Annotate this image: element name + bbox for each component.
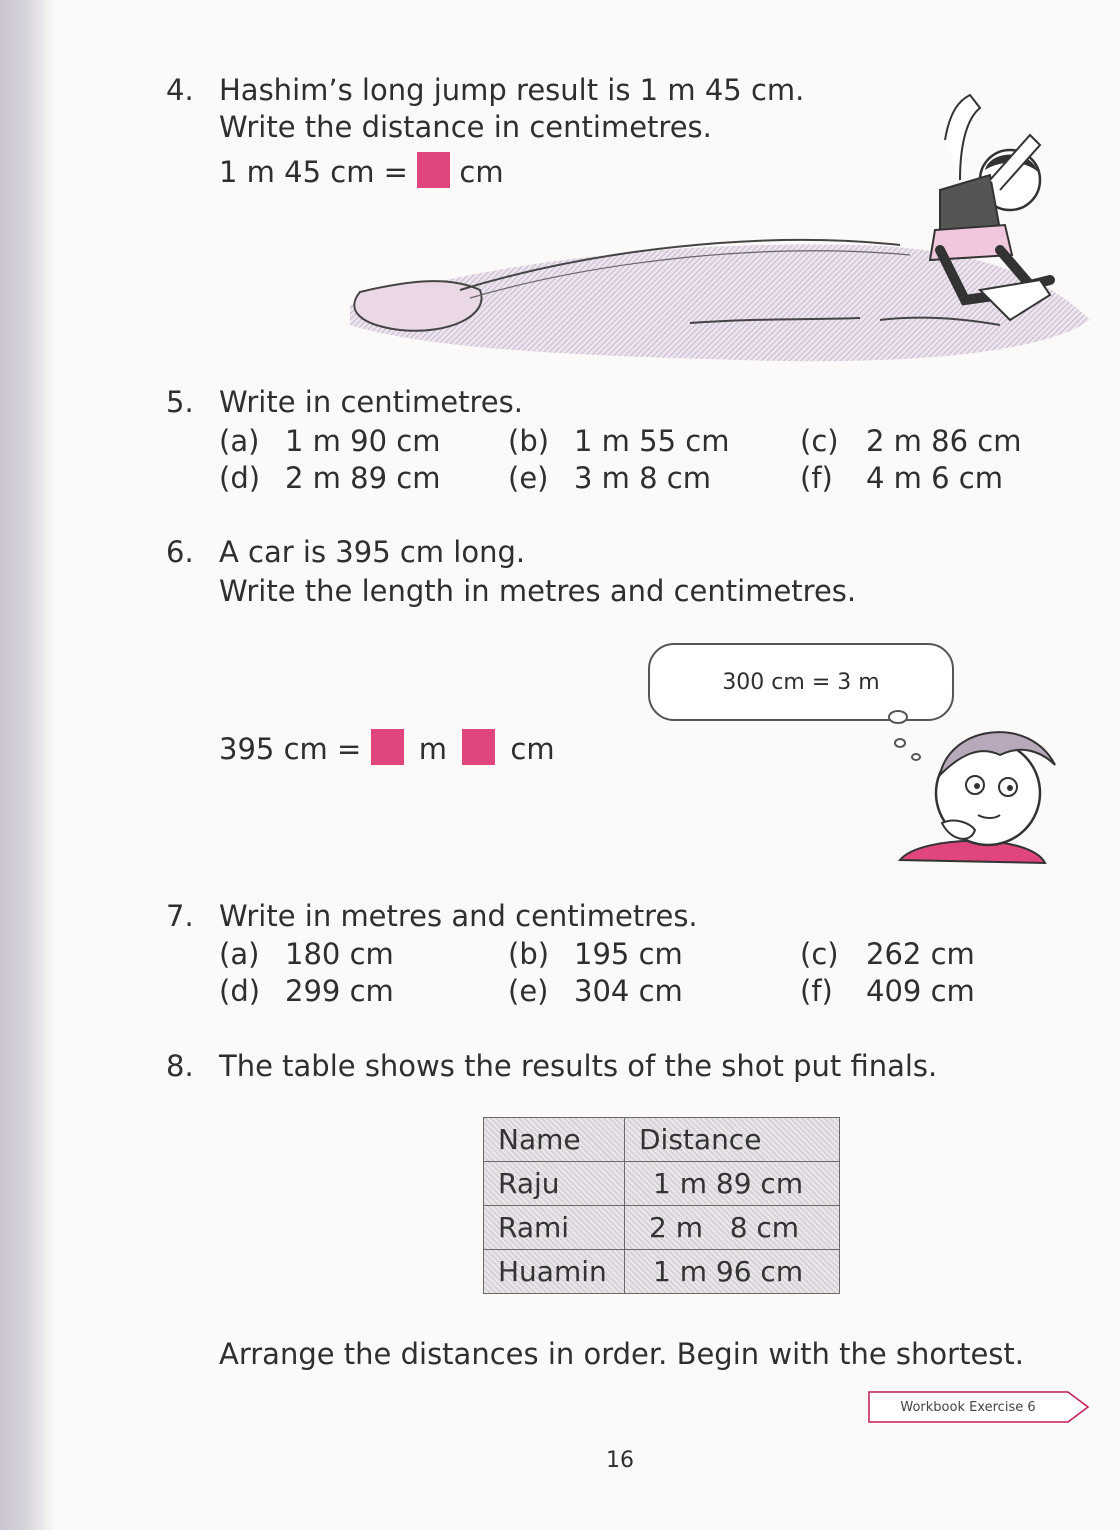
q4-line1: Hashim’s long jump result is 1 m 45 cm. bbox=[219, 73, 805, 107]
long-jump-illustration bbox=[340, 80, 1100, 370]
option-value: 409 cm bbox=[866, 974, 975, 1008]
table-header-row bbox=[484, 1118, 840, 1162]
q4-line2: Write the distance in centimetres. bbox=[219, 110, 712, 144]
q5-prompt: Write in centimetres. bbox=[219, 385, 523, 419]
option-letter: (e) bbox=[508, 461, 549, 495]
q7-option-c bbox=[800, 936, 975, 972]
q7-option-a bbox=[219, 936, 394, 972]
q8-prompt: The table shows the results of the shot put finals. bbox=[219, 1049, 938, 1083]
workbook-exercise-tag bbox=[868, 1391, 1090, 1427]
option-letter: (b) bbox=[508, 424, 550, 458]
option-letter: (c) bbox=[800, 424, 839, 458]
q7-number: 7. bbox=[166, 899, 194, 933]
q5-option-d bbox=[219, 460, 440, 496]
table-cell-name: Rami bbox=[484, 1206, 625, 1250]
q6-eq-left: 395 cm = bbox=[219, 732, 362, 766]
q8-number: 8. bbox=[166, 1049, 194, 1083]
q7-option-e bbox=[508, 973, 683, 1009]
option-value: 1 m 55 cm bbox=[574, 424, 730, 458]
q5-option-e bbox=[508, 460, 711, 496]
table-row bbox=[484, 1250, 840, 1294]
option-letter: (a) bbox=[219, 937, 260, 971]
answer-box-centimetres bbox=[462, 729, 495, 765]
option-letter: (d) bbox=[219, 974, 261, 1008]
q6-number: 6. bbox=[166, 535, 194, 569]
q7-option-f bbox=[800, 973, 975, 1009]
q7-option-d bbox=[219, 973, 394, 1009]
table-row bbox=[484, 1162, 840, 1206]
table-cell-name: Raju bbox=[484, 1162, 625, 1206]
option-letter: (e) bbox=[508, 974, 549, 1008]
option-value: 262 cm bbox=[866, 937, 975, 971]
option-value: 2 m 89 cm bbox=[285, 461, 441, 495]
option-letter: (f) bbox=[800, 461, 833, 495]
table-cell-distance: 1 m 89 cm bbox=[625, 1162, 840, 1206]
thought-bubble-text: 300 cm = 3 m bbox=[722, 669, 880, 695]
q5-option-a bbox=[219, 423, 440, 459]
q4-number: 4. bbox=[166, 73, 194, 107]
option-letter: (f) bbox=[800, 974, 833, 1008]
option-value: 4 m 6 cm bbox=[866, 461, 1003, 495]
table-header-name: Name bbox=[484, 1118, 625, 1162]
option-letter: (a) bbox=[219, 424, 260, 458]
q7-option-b bbox=[508, 936, 683, 972]
thinking-boy-illustration bbox=[880, 705, 1080, 875]
page-number: 16 bbox=[606, 1448, 634, 1473]
q4-eq-unit: cm bbox=[459, 155, 504, 189]
table-row bbox=[484, 1206, 840, 1250]
q6-line1: A car is 395 cm long. bbox=[219, 535, 526, 569]
option-value: 2 m 86 cm bbox=[866, 424, 1022, 458]
option-value: 3 m 8 cm bbox=[574, 461, 711, 495]
q6-equation bbox=[219, 729, 555, 767]
workbook-tag-label: Workbook Exercise 6 bbox=[900, 1399, 1036, 1415]
q5-option-c bbox=[800, 423, 1021, 459]
option-value: 299 cm bbox=[285, 974, 394, 1008]
book-spine bbox=[0, 0, 44, 1530]
option-letter: (d) bbox=[219, 461, 261, 495]
option-value: 195 cm bbox=[574, 937, 683, 971]
table-header-distance: Distance bbox=[625, 1118, 840, 1162]
spine-shadow bbox=[44, 0, 54, 1530]
q6-eq-cm: cm bbox=[510, 732, 555, 766]
answer-box-metres bbox=[371, 729, 404, 765]
q4-eq-left: 1 m 45 cm = bbox=[219, 155, 408, 189]
q6-line2: Write the length in metres and centimetres. bbox=[219, 574, 857, 608]
table-cell-distance: 2 m 8 cm bbox=[625, 1206, 840, 1250]
q6-eq-m: m bbox=[418, 732, 447, 766]
q8-instruction: Arrange the distances in order. Begin with the shortest. bbox=[219, 1337, 1024, 1371]
q5-number: 5. bbox=[166, 385, 194, 419]
q5-option-f bbox=[800, 460, 1003, 496]
shot-put-results-table bbox=[483, 1117, 840, 1294]
q7-prompt: Write in metres and centimetres. bbox=[219, 899, 698, 933]
table-cell-name: Huamin bbox=[484, 1250, 625, 1294]
q5-option-b bbox=[508, 423, 729, 459]
option-value: 1 m 90 cm bbox=[285, 424, 441, 458]
option-letter: (c) bbox=[800, 937, 839, 971]
option-value: 304 cm bbox=[574, 974, 683, 1008]
option-value: 180 cm bbox=[285, 937, 394, 971]
option-letter: (b) bbox=[508, 937, 550, 971]
table-cell-distance: 1 m 96 cm bbox=[625, 1250, 840, 1294]
